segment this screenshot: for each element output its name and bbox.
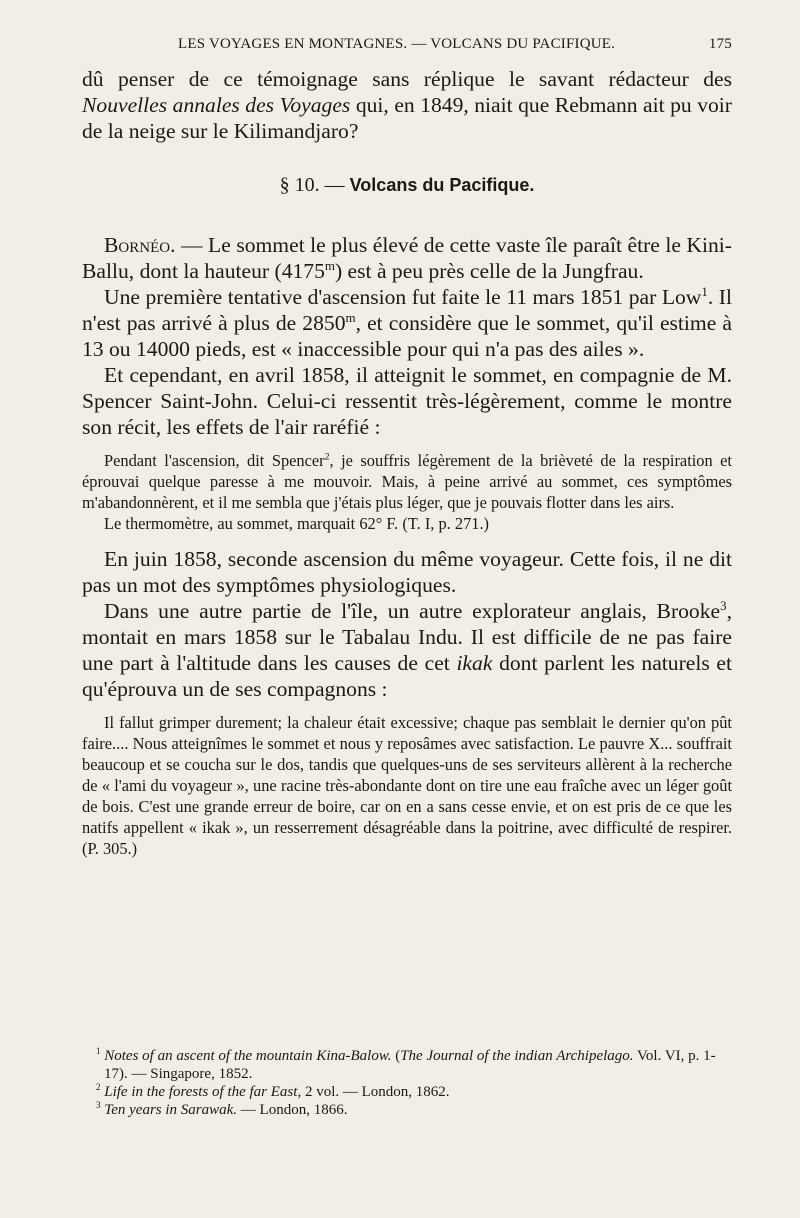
meter-sup-2: m [345, 309, 356, 325]
quote-spencer-body [82, 450, 732, 513]
page-number: 175 [708, 36, 732, 52]
footnote-1-number: 1 [96, 1046, 101, 1056]
brooke-c: dont parlent les naturels et qu'éprouva un de ses compagnons : [82, 651, 732, 701]
footnote-1-journal: The Journal of the indian Archipelago. [400, 1048, 634, 1064]
quote-brooke-body: Il fallut grimper durement; la chaleur était excessive; chaque pas semblait le dernier qu'on pût faire.... Nous atteignîmes le sommet et nous y reposâmes avec satisfaction. Le pauvre X... souffrait beaucoup et se coucha sur le dos, tandis que quelques-uns de ses serviteurs allèrent à la recherche de « l'ami du voyageur », une racine très-abondante dont on tire une eau fraîche avec un léger goût de bois. C'est une grande erreur de boire, car on en a sans cesse envie, et on est pris de ce que les natifs appellent « ikak », un resserrement désagréable dans la poitrine, avec difficulté de respirer. (P. 305.) [82, 713, 732, 858]
borneo-paragraph-2 [82, 284, 732, 362]
body-text [82, 66, 732, 871]
borneo-lead: Bornéo. [104, 233, 176, 257]
footnote-1-a: ( [391, 1048, 401, 1064]
quote-spencer-thermometer: Le thermomètre, au sommet, marquait 62° F. (T. I, p. 271.) [104, 514, 490, 533]
intro-text-b: qui, en 1849, niait que Rebmann ait pu voir de la neige sur le Kilimandjaro? [82, 93, 732, 143]
footnote-2-number: 2 [96, 1082, 101, 1092]
intro-italic-title: Nouvelles annales des Voyages [82, 93, 351, 117]
section-number: § 10. — [279, 174, 350, 196]
quote1-a: Pendant l'ascension, dit Spencer [104, 451, 325, 470]
footnote-3-number: 3 [96, 1100, 101, 1110]
borneo-p2-c: , et considère que le sommet, qu'il estime à 13 ou 14000 pieds, est « inaccessible pour qui n'a pas des ailes ». [82, 311, 732, 361]
brooke-b: , montait en mars 1858 sur le Tabalau Indu. Il est difficile de ne pas faire une part à l'altitude dans les causes de cet [82, 599, 732, 675]
footnote-ref-2: 2 [324, 451, 330, 463]
section-heading [82, 172, 732, 198]
footnotes [82, 1047, 732, 1119]
paragraph-brooke [82, 598, 732, 702]
intro-text-a: dû penser de ce témoignage sans réplique le savant rédacteur des [82, 67, 732, 91]
brooke-a: Dans une autre partie de l'île, un autre explorateur anglais, Brooke [104, 599, 721, 623]
borneo-p1-end: ) est à peu près celle de la Jungfrau. [334, 259, 644, 283]
meter-sup: m [324, 257, 335, 273]
intro-paragraph [82, 66, 732, 144]
section-title: Volcans du Pacifique. [349, 175, 535, 195]
footnote-3 [82, 1101, 732, 1119]
paragraph-june: En juin 1858, seconde ascension du même voyageur. Cette fois, il ne dit pas un mot des symptômes physiologiques. [82, 547, 732, 597]
footnote-2-b: 2 vol. — London, 1862. [301, 1084, 450, 1100]
running-title: LES VOYAGES EN MONTAGNES. — VOLCANS DU PACIFIQUE. [178, 36, 616, 52]
footnote-1 [82, 1047, 732, 1083]
borneo-paragraph-1 [82, 232, 732, 284]
borneo-p2-a: Une première tentative d'ascension fut faite le 11 mars 1851 par Low [104, 285, 702, 309]
borneo-paragraph-3: Et cependant, en avril 1858, il atteignit le sommet, en compagnie de M. Spencer Saint-John. Celui-ci ressentit très-légèrement, comme le montre son récit, les effets de l'air raréfié : [82, 363, 732, 439]
quote-spencer [82, 450, 732, 534]
footnote-3-title: Ten years in Sarawak. [104, 1102, 238, 1118]
borneo-p1-text: — Le sommet le plus élevé de cette vaste île paraît être le Kini-Ballu, dont la hauteur (4175 [82, 233, 732, 283]
footnote-ref-3: 3 [720, 597, 727, 613]
footnote-3-b: — London, 1866. [237, 1102, 348, 1118]
quote1-b: , je souffris légèrement de la brièveté de la respiration et éprouvai quelque paresse à me mouvoir. Mais, à peine arrivé au sommet, ces symptômes m'abandonnèrent, et il me sembla que j'étais plus léger, que je pouvais flotter dans les airs. [82, 451, 732, 512]
ikak-italic: ikak [456, 651, 493, 675]
footnote-1-title: Notes of an ascent of the mountain Kina-Balow. [104, 1048, 392, 1064]
footnote-1-b: Vol. VI, p. 1-17). — Singapore, 1852. [104, 1048, 716, 1082]
footnote-ref-1: 1 [701, 283, 708, 299]
borneo-p2-b: . Il n'est pas arrivé à plus de 2850 [82, 285, 732, 335]
footnote-2 [82, 1083, 732, 1101]
quote-brooke [82, 712, 732, 859]
footnote-2-title: Life in the forests of the far East, [104, 1084, 302, 1100]
